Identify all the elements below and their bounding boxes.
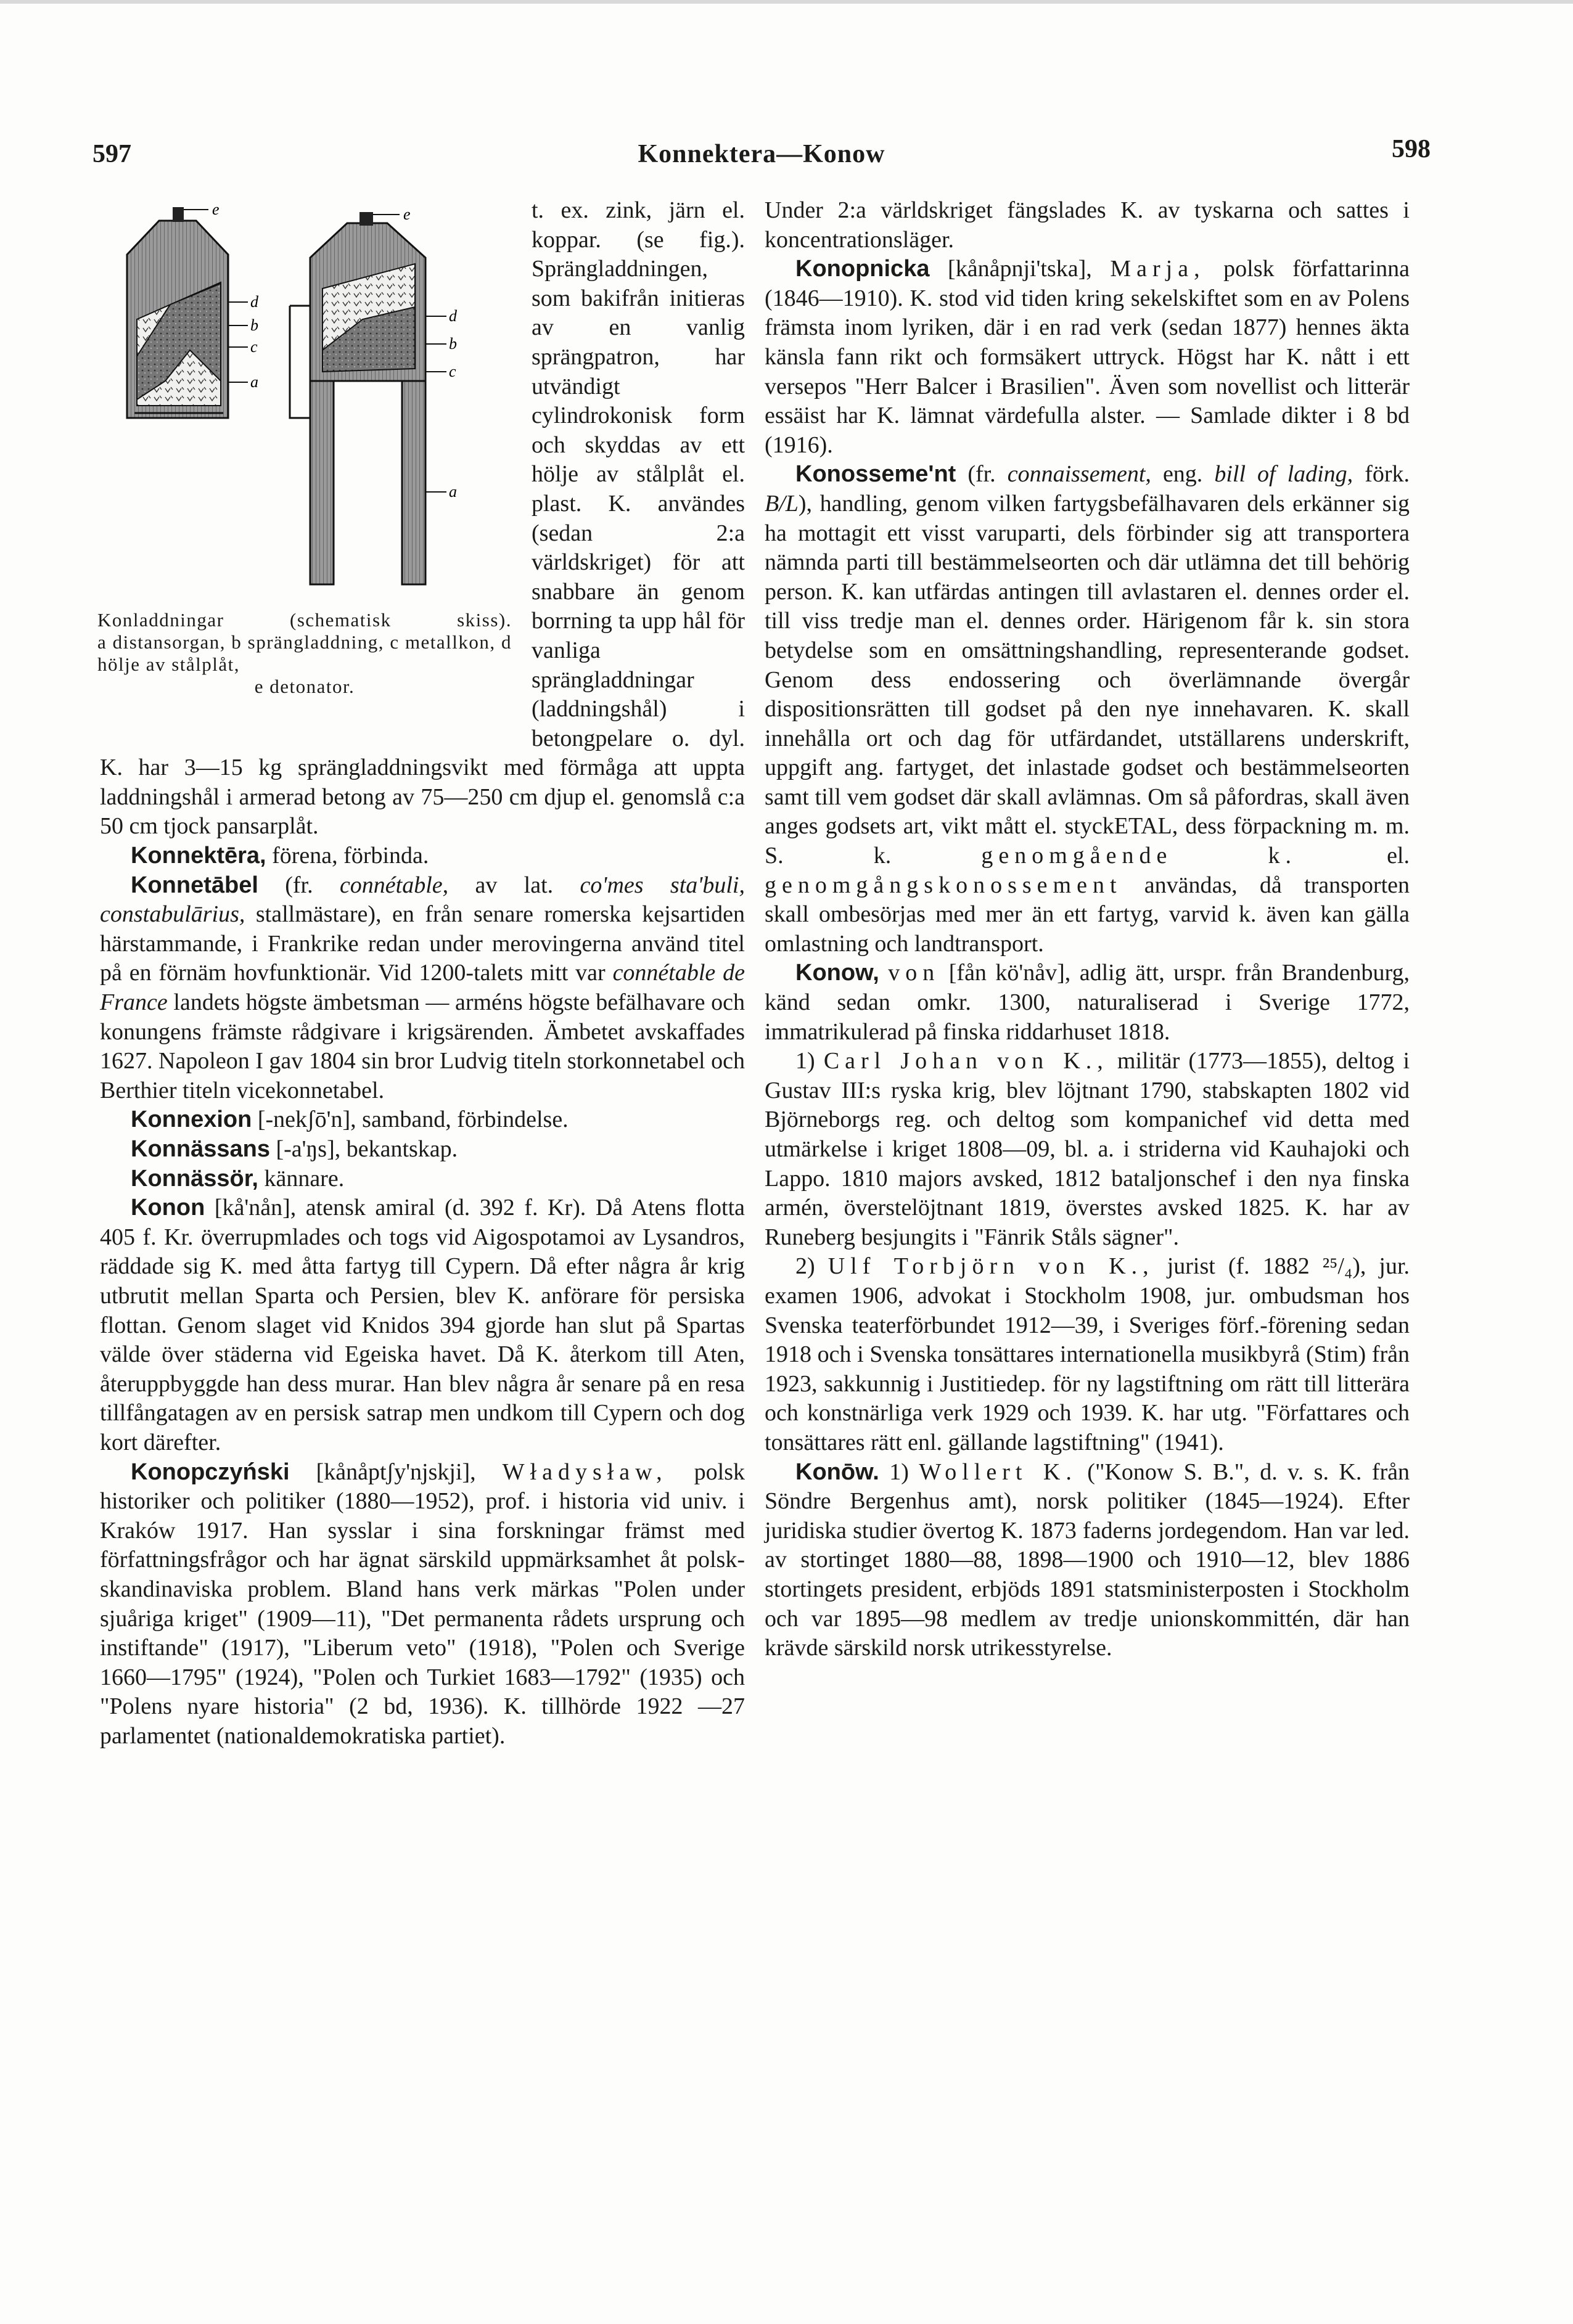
headword: Konnektēra, xyxy=(131,843,266,869)
running-title: Konnektera—Konow xyxy=(638,140,885,168)
charge-section-right xyxy=(290,212,446,584)
entry-konnassans: Konnässans [-a'ŋs], bekantskap. xyxy=(131,1136,458,1162)
entry-konow-von: Konow, von [fån kö'nåv], adlig ätt, urspr. från Brandenburg, känd sedan omkr. 1300, naturaliserad i Sverige 1772, immatrikulerad på finska riddarhuset 1818. xyxy=(765,960,1410,1045)
fig-label-b-left: b xyxy=(250,316,258,334)
headword: Konnexion xyxy=(131,1107,252,1133)
entry-konow-ulf-torbjorn: 2) Ulf Torbjörn von K., jurist (f. 1882 ²⁵/₄), jur. examen 1906, advokat i Stockholm 1908, jur. ombudsman hos Svenska teaterförbundet 1912—39, i Sveriges förf.-förening sedan 1918 och i Svenska tonsättares internationella musikbyrå (Stim) från 1923, sakkunnig i Justitiedep. för ny lagstiftning om rätt till litterära och konstnärliga verk 1929 och 1939. K. har utg. "Författares och tonsättares rätt enl. gällande lagstiftning" (1941). xyxy=(765,1253,1410,1455)
fig-label-c-right: c xyxy=(449,362,456,380)
shaped-charge-diagram xyxy=(97,196,520,603)
entry-konossement: Konosseme'nt (fr. connaissement, eng. bill of lading, förk. B/L), handling, genom vilken fartygsbefälhavaren dels erkänner sig ha mottagit ett visst varuparti, dels förbinder sig att transportera nämnda parti till bestämmelseorten och där utlämna det till behörig person. K. kan utfärdas antingen till avlastaren el. dennes order el. till viss tredje man el. dennes order. Härigenom får k. sin stora betydelse som en omsättningshandling, representerande godset. Genom dess endossering och överlämnande övergår dispositionsrätten till godset på den nye innehavaren. K. skall innehålla ort och dag för utfärdandet, utställarens underskrift, uppgift ang. fartyget, det inlastade godset och bestämmelseorten samt till vem godset där skall avlämnas. Om så påfordras, skall även anges godsets art, vikt mått el. styckETAL, dess förpackning m. m. S. k. genomgående k. el. genomgångskonossement användas, då transporten skall ombesörjas med mer än ett fartyg, varvid k. även kan gälla omlastning och landtransport. xyxy=(765,461,1410,957)
entry-konon: Konon [kå'nån], atensk amiral (d. 392 f. Kr). Då Atens flotta 405 f. Kr. överrupmlades och togs vid Aigospotamoi av Lysandros, räddade sig K. med åtta fartyg till Cypern. Då efter några år krig utbrutit mellan Sparta och Persien, blev K. anförare för persiska flottan. Genom slaget vid Knidos 394 gjorde han slut på Spartas välde över städerna vid Egeiska havet. Då K. återkom till Aten, återuppbyggde han dess murar. Han blev några år senare på en resa tillfångatagen av en persisk satrap men undkom till Cypern och dog kort därefter. xyxy=(100,1195,745,1455)
fig-label-e-right: e xyxy=(403,205,411,223)
page-number-right: 598 xyxy=(1392,135,1431,163)
headword: Konopnicka xyxy=(795,256,930,282)
entry-konow-carl-johan: 1) Carl Johan von K., militär (1773—1855), deltog i Gustav III:s ryska krig, blev löjtnant 1790, stabskapten 1802 vid Björneborgs reg. och deltog som kompanichef vid detta med utmärkelse i kriget 1808—09, bl. a. i striderna vid Kauhajoki och Lappo. 1810 majors avsked, 1812 bataljonschef i den nya finska armén, överstelöjtnant 1819, överstes avsked 1825. K. har av Runeberg besjungits i "Fänrik Ståls sägner". xyxy=(765,1048,1410,1250)
figure-caption xyxy=(97,609,512,698)
fig-label-a-right: a xyxy=(449,483,457,501)
fig-label-c-left: c xyxy=(250,338,258,356)
fig-label-d-right: d xyxy=(449,307,457,325)
entry-konnetabel: Konnetābel (fr. connétable, av lat. co'mes sta'buli, constabulārius, stallmästare), en från senare romerska kejsartiden härstammande, i Frankrike redan under merovingerna använd titel på en förnäm hovfunktionär. Vid 1200-talets mitt var connétable de France landets högste ämbetsman — arméns högste befälhavare och konungens främste rådgivare i krigsärenden. Ämbetet avskaffades 1627. Napoleon I gav 1804 sin bror Ludvig titeln storkonnetabel och Berthier titeln vicekonnetabel. xyxy=(100,872,745,1103)
caption-line-2: a distansorgan, b sprängladdning, c metallkon, d hölje av stålplåt, xyxy=(97,631,512,675)
entry-konopczynski-continued: Under 2:a världskriget fängslades K. av tyskarna och sattes i koncentrationsläger. xyxy=(765,197,1410,253)
top-edge xyxy=(0,0,1573,4)
left-column xyxy=(97,196,745,1751)
charge-section-left xyxy=(127,207,248,418)
headword: Konōw. xyxy=(795,1459,879,1485)
entry-konnassor: Konnässör, kännare. xyxy=(131,1165,345,1192)
headword: Konnetābel xyxy=(131,872,258,898)
fig-label-a-left: a xyxy=(250,373,258,391)
fig-label-b-right: b xyxy=(449,335,457,353)
headword: Konnässans xyxy=(131,1136,270,1162)
caption-line-1: Konladdningar (schematisk skiss). xyxy=(97,609,512,631)
caption-line-3: e detonator. xyxy=(254,676,355,697)
page-number-left: 597 xyxy=(92,140,131,168)
headword: Konow, xyxy=(795,960,879,986)
right-column xyxy=(765,196,1410,1663)
fig-label-e-left: e xyxy=(212,200,220,218)
entry-konopnicka: Konopnicka [kånåpnji'tska], Marja, polsk författarinna (1846—1910). K. stod vid tiden kring sekelskiftet som en av Polens främsta inom lyriken, där i en rad verk (sedan 1877) hennes äkta känsla fann rikt och formsäkert uttryck. Högst har K. nått i ett versepos "Herr Balcer i Brasilien". Även som novellist och litterär essäist har K. lämnat värdefulla alster. — Samlade dikter i 8 bd (1916). xyxy=(765,256,1410,458)
headword: Konosseme'nt xyxy=(795,461,956,488)
fig-label-d-left: d xyxy=(250,293,258,311)
headword: Konon xyxy=(131,1195,205,1221)
page-header xyxy=(92,135,1431,182)
entry-konladdning-continued: t. ex. zink, järn el. koppar. (se fig.). Sprängladdningen, som bakifrån initieras av en vanlig sprängpatron, har utvändigt cylindrokonisk form och skyddas av ett hölje av stålplåt el. plast. K. användes (sedan 2:a världskriget) för att snabbare än genom borrning ta upp hål för vanliga sprängladdningar (laddningshål) i betongpelare o. dyl. K. har 3—15 kg sprängladdningsvikt med förmåga att uppta laddningshål i armerad betong av 75—250 cm djup el. genomslå c:a 50 cm tjock pansarplåt. xyxy=(100,197,745,840)
entry-konow-norwegian: Konōw. 1) Wollert K. ("Konow S. B.", d. v. s. K. från Söndre Bergenhus amt), norsk politiker (1845—1924). Efter juridiska studier övertog K. 1873 faderns jordegendom. Han var led. av stortinget 1880—88, 1898—1900 och 1910—12, blev 1886 stortingets president, erbjöds 1891 statsministerposten i Stockholm och var 1895—98 medlem av tredje unionskommittén, där han krävde särskild norsk utrikesstyrelse. xyxy=(765,1459,1410,1661)
headword: Konopczyński xyxy=(131,1459,290,1485)
headword: Konnässör, xyxy=(131,1165,258,1192)
figure xyxy=(97,196,520,736)
entry-konnexion: Konnexion [-nekʃō'n], samband, förbindelse. xyxy=(131,1107,569,1133)
entry-konopczynski: Konopczyński [kånåptʃy'njskji], Władysław, polsk historiker och politiker (1880—1952), prof. i historia vid univ. i Kraków 1917. Han sysslar i sina forskningar främst med författningsfrågor och har ägnat särskild uppmärksamhet åt polsk-skandinaviska problem. Bland hans verk märkas "Polen under sjuåriga kriget" (1909—11), "Det permanenta rådets ursprung och instiftande" (1917), "Liberum veto" (1918), "Polen och Sverige 1660—1795" (1924), "Polen och Turkiet 1683—1792" (1935) och "Polens nyare historia" (2 bd, 1936). K. tillhörde 1922 —27 parlamentet (nationaldemokratiska partiet). xyxy=(100,1459,745,1749)
entry-konnektera: Konnektēra, förena, förbinda. xyxy=(131,843,429,869)
